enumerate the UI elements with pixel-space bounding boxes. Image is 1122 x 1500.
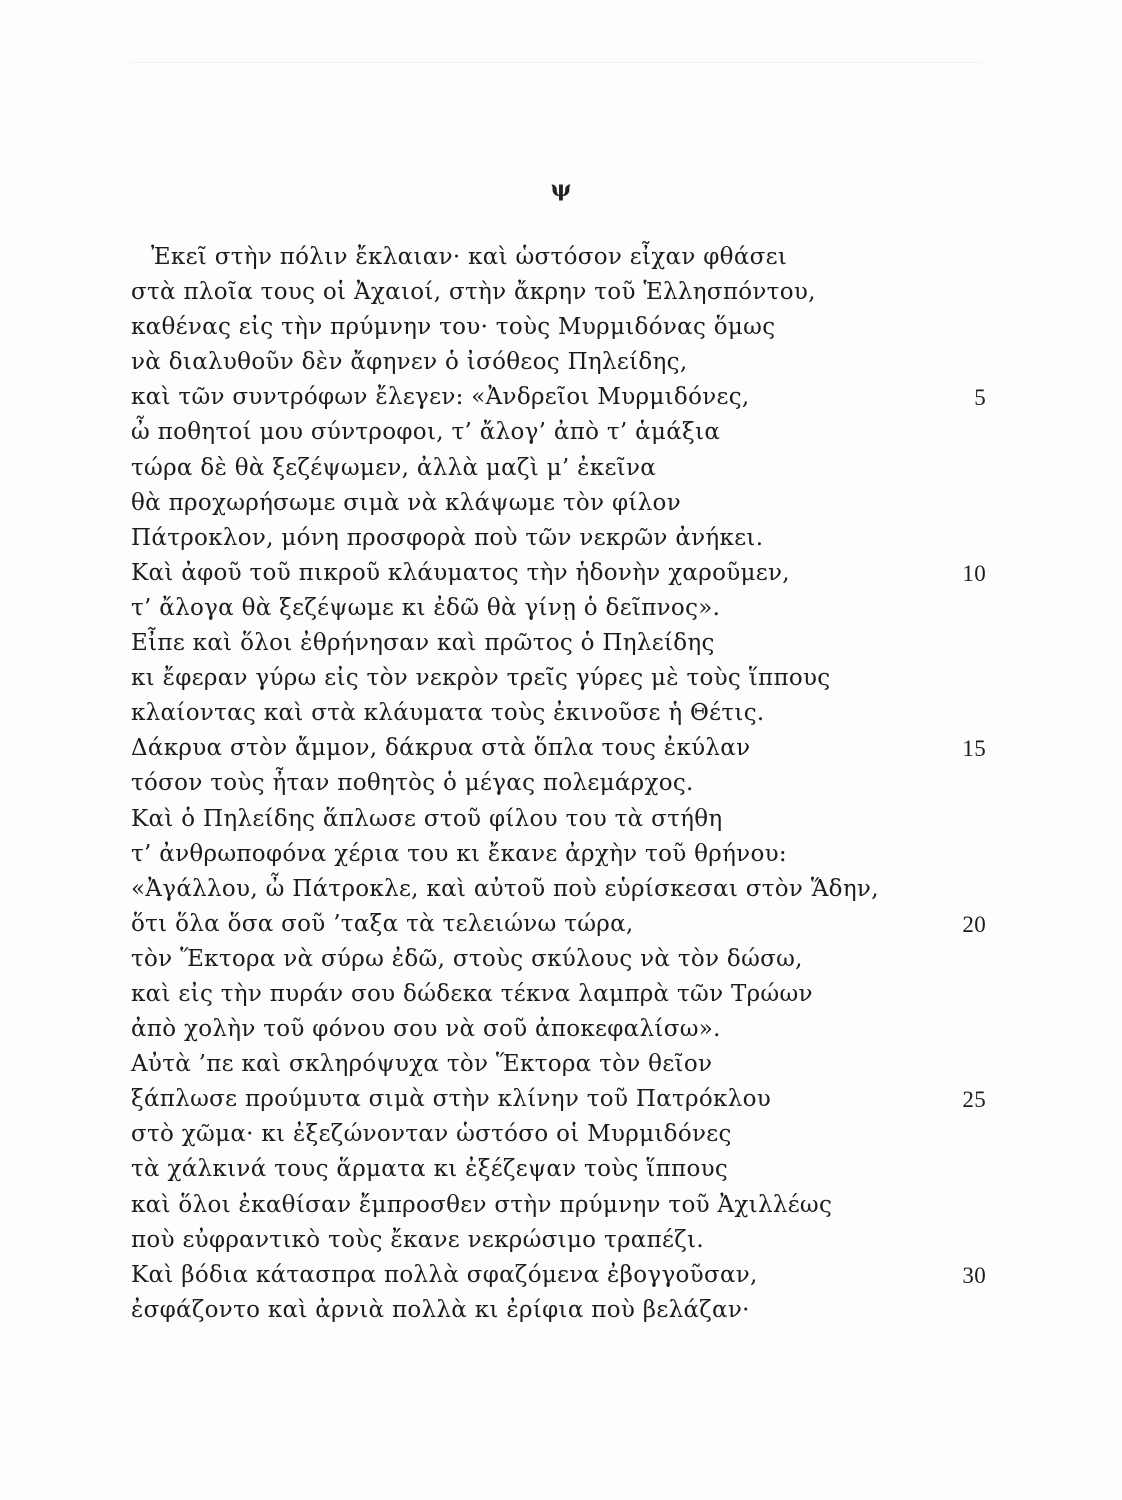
verse-text: καθένας εἰς τὴν πρύμνην του· τοὺς Μυρμιδόνας ὅμως xyxy=(131,314,776,341)
verse-line xyxy=(131,1152,991,1187)
verse-text: τ’ ἄλογα θὰ ξεζέψωμε κι ἐδῶ θὰ γίνῃ ὁ δεῖπνος». xyxy=(131,594,721,621)
verse-line xyxy=(131,1293,991,1328)
verse-text: Καὶ ἀφοῦ τοῦ πικροῦ κλάυματος τὴν ἡδονὴν χαροῦμεν, xyxy=(131,559,790,586)
verse-line xyxy=(131,661,991,696)
verse-line xyxy=(131,415,991,450)
verse-line xyxy=(131,345,991,380)
verse-line xyxy=(131,942,991,977)
verse-line xyxy=(131,766,991,801)
line-number: 15 xyxy=(962,736,986,762)
verse-text: κλαίοντας καὶ στὰ κλάυματα τοὺς ἐκινοῦσε ἡ Θέτις. xyxy=(131,700,765,727)
verse-line xyxy=(131,380,991,415)
verse-text: «Ἀγάλλου, ὦ Πάτροκλε, καὶ αὐτοῦ ποὺ εὑρίσκεσαι στὸν Ἅδην, xyxy=(131,875,879,902)
line-number: 20 xyxy=(962,911,986,937)
verse-text: Δάκρυα στὸν ἄμμον, δάκρυα στὰ ὅπλα τους ἐκύλαν xyxy=(131,735,751,762)
verse-text: ἀπὸ χολὴν τοῦ φόνου σου νὰ σοῦ ἀποκεφαλίσω». xyxy=(131,1016,721,1043)
verse-text: στὸ χῶμα· κι ἐξεζώνονταν ὡστόσο οἱ Μυρμιδόνες xyxy=(131,1121,732,1148)
verse-text: τόσον τοὺς ἦταν ποθητὸς ὁ μέγας πολεμάρχος. xyxy=(131,770,694,797)
poem-text xyxy=(131,240,991,1328)
verse-line xyxy=(131,626,991,661)
verse-line xyxy=(131,977,991,1012)
verse-text: καὶ τῶν συντρόφων ἔλεγεν: «Ἀνδρεῖοι Μυρμιδόνες, xyxy=(131,384,750,411)
verse-text: ποὺ εὐφραντικὸ τοὺς ἔκανε νεκρώσιμο τραπέζι. xyxy=(131,1226,704,1253)
verse-text: νὰ διαλυθοῦν δὲν ἄφηνεν ὁ ἰσόθεος Πηλείδης, xyxy=(131,349,688,376)
verse-text: Εἶπε καὶ ὅλοι ἐθρήνησαν καὶ πρῶτος ὁ Πηλείδης xyxy=(131,630,715,657)
verse-text: τὰ χάλκινά τους ἅρματα κι ἐξέζεψαν τοὺς ἵππους xyxy=(131,1156,729,1183)
verse-text: καὶ ὅλοι ἐκαθίσαν ἔμπροσθεν στὴν πρύμνην τοῦ Ἀχιλλέως xyxy=(131,1191,833,1218)
verse-text: κι ἔφεραν γύρω εἰς τὸν νεκρὸν τρεῖς γύρες μὲ τοὺς ἵππους xyxy=(131,665,831,692)
top-rule xyxy=(130,62,980,63)
verse-line xyxy=(131,1223,991,1258)
verse-text: τὸν Ἕκτορα νὰ σύρω ἐδῶ, στοὺς σκύλους νὰ τὸν δώσω, xyxy=(131,945,803,972)
verse-line xyxy=(131,1117,991,1152)
verse-line xyxy=(131,486,991,521)
verse-line xyxy=(131,872,991,907)
verse-text: ὅτι ὅλα ὅσα σοῦ ’ταξα τὰ τελειώνω τώρα, xyxy=(131,910,634,937)
verse-line xyxy=(131,1082,991,1117)
verse-text: τ’ ἀνθρωποφόνα χέρια του κι ἔκανε ἀρχὴν τοῦ θρήνου: xyxy=(131,840,787,867)
verse-text: καὶ εἰς τὴν πυράν σου δώδεκα τέκνα λαμπρὰ τῶν Τρώων xyxy=(131,980,813,1007)
line-number: 30 xyxy=(962,1262,986,1288)
verse-line xyxy=(131,837,991,872)
verse-line xyxy=(131,1012,991,1047)
verse-line xyxy=(131,1188,991,1223)
verse-line xyxy=(131,907,991,942)
verse-text: ξάπλωσε προύμυτα σιμὰ στὴν κλίνην τοῦ Πατρόκλου xyxy=(131,1086,771,1113)
verse-text: θὰ προχωρήσωμε σιμὰ νὰ κλάψωμε τὸν φίλον xyxy=(131,489,681,516)
line-number: 10 xyxy=(962,560,986,586)
verse-text: Καὶ βόδια κάτασπρα πολλὰ σφαζόμενα ἐβογγοῦσαν, xyxy=(131,1261,758,1288)
verse-line xyxy=(131,1047,991,1082)
verse-line xyxy=(131,696,991,731)
verse-text: Πάτροκλον, μόνη προσφορὰ ποὺ τῶν νεκρῶν ἀνήκει. xyxy=(131,524,764,551)
line-number: 5 xyxy=(974,385,986,411)
verse-line xyxy=(131,275,991,310)
verse-line xyxy=(131,310,991,345)
line-number: 25 xyxy=(962,1087,986,1113)
verse-text: ὦ ποθητοί μου σύντροφοι, τ’ ἄλογ’ ἀπὸ τ’ ἁμάξια xyxy=(131,419,721,446)
verse-text: ἐσφάζοντο καὶ ἀρνιὰ πολλὰ κι ἐρίφια ποὺ βελάζαν· xyxy=(131,1296,750,1323)
verse-text: τώρα δὲ θὰ ξεζέψωμεν, ἀλλὰ μαζὶ μ’ ἐκεῖνα xyxy=(131,454,657,481)
verse-line xyxy=(131,591,991,626)
verse-line xyxy=(131,1258,991,1293)
verse-line xyxy=(131,556,991,591)
verse-line xyxy=(131,731,991,766)
verse-line xyxy=(131,240,991,275)
rhapsody-heading: ψ xyxy=(550,176,572,202)
verse-line xyxy=(131,802,991,837)
verse-line xyxy=(131,521,991,556)
verse-text: Καὶ ὁ Πηλείδης ἅπλωσε στοῦ φίλου του τὰ στήθη xyxy=(131,805,723,832)
verse-text: Ἐκεῖ στὴν πόλιν ἔκλαιαν· καὶ ὡστόσον εἶχαν φθάσει xyxy=(151,244,788,270)
verse-line xyxy=(131,451,991,486)
verse-text: στὰ πλοῖα τους οἱ Ἀχαιοί, στὴν ἄκρην τοῦ Ἑλλησπόντου, xyxy=(131,279,816,306)
verse-text: Αὐτὰ ’πε καὶ σκληρόψυχα τὸν Ἕκτορα τὸν θεῖον xyxy=(131,1051,713,1078)
